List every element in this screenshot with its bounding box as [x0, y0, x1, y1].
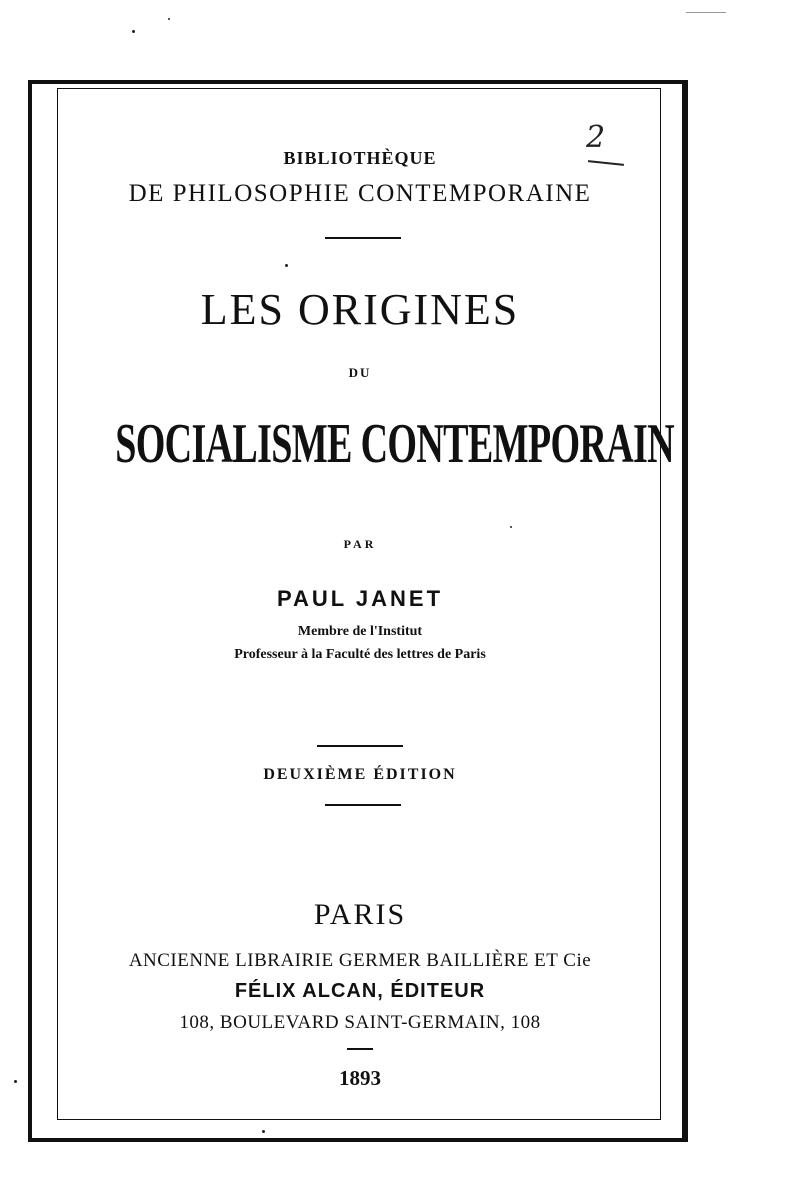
handwritten-margin-note: 2 — [586, 120, 606, 155]
author-title-2: Professeur à la Faculté des lettres de Paris — [234, 647, 486, 662]
series-line-1: BIBLIOTHÈQUE — [283, 148, 437, 168]
city: PARIS — [313, 898, 407, 931]
divider-rule — [347, 1048, 373, 1050]
author-title-1: Membre de l'Institut — [297, 624, 423, 639]
address: 108, BOULEVARD SAINT-GERMAIN, 108 — [179, 1012, 541, 1033]
title-line-1: LES ORIGINES — [200, 285, 520, 334]
publisher-line-2: FÉLIX ALCAN, ÉDITEUR — [234, 980, 486, 1002]
scan-speck — [168, 18, 170, 20]
author-name: PAUL JANET — [276, 586, 444, 611]
divider-rule — [325, 237, 401, 239]
edition: DEUXIÈME ÉDITION — [263, 766, 457, 783]
by-label: PAR — [343, 537, 377, 551]
divider-rule — [325, 804, 401, 806]
year: 1893 — [339, 1066, 381, 1090]
publisher-line-1: ANCIENNE LIBRAIRIE GERMER BAILLIÈRE ET Cie — [128, 950, 592, 971]
scan-speck — [132, 30, 135, 33]
title-connector: DU — [348, 365, 372, 380]
series-line-2: DE PHILOSOPHIE CONTEMPORAINE — [128, 180, 592, 207]
scan-mark — [686, 12, 726, 13]
divider-rule — [317, 745, 403, 747]
title-line-2: SOCIALISME CONTEMPORAIN — [115, 413, 675, 475]
